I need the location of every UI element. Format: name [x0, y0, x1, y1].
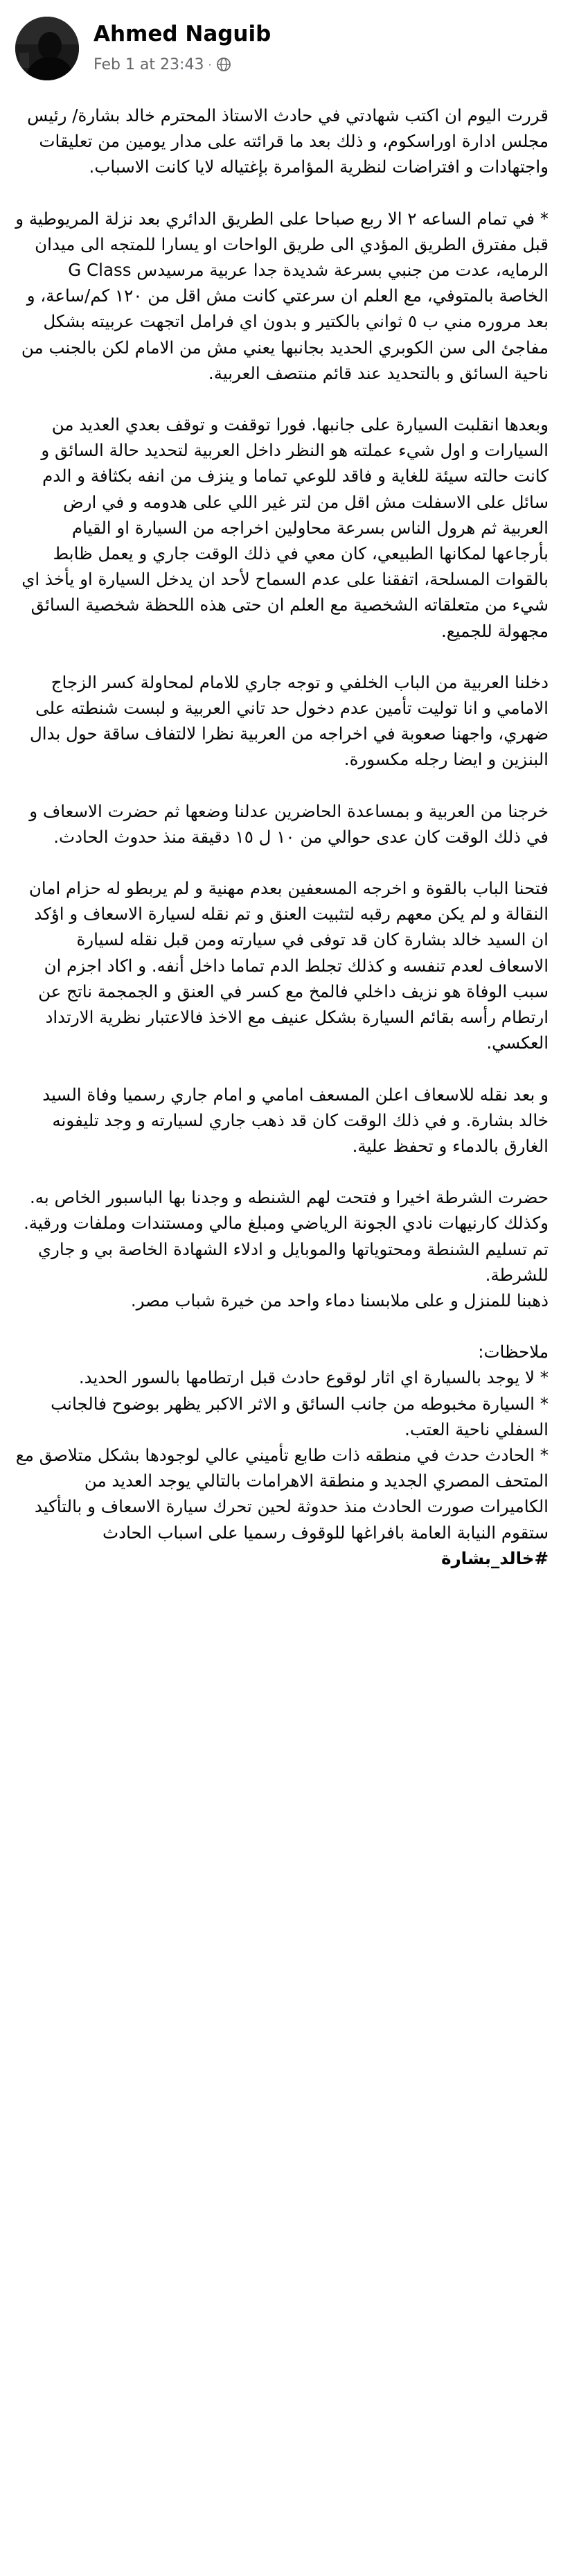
- post-notes: ملاحظات: * لا يوجد بالسيارة اي اثار لوقوع حادث قبل ارتطامها بالسور الحديد. * السيارة مخبوطه من جانب السائق و الاثر الاكبر يظهر بوضوح فالجانب السفلي ناحية العتب. * الحادث حدث في منطقه ذات طابع تأميني عالي لوجودها بشكل متلاصق مع المتحف المصري الجديد و منطقة الاهرامات بالتالي يوجد العديد من الكاميرات صورت الحادث منذ حدوثة لحين تحرك سيارة الاسعاف و بالتأكيد ستقوم النيابة العامة بافراغها للوقوف رسميا على اسباب الحادث: [15, 1342, 549, 1543]
- avatar-photo: [15, 17, 79, 80]
- post-paragraph-8: حضرت الشرطة اخيرا و فتحت لهم الشنطه و وجدنا بها الباسبور الخاص به. وكذلك كارنيهات نادي الجونة الرياضي ومبلغ مالي ومستندات وملفات ورقية. تم تسليم الشنطة ومحتوياتها والموبايل و ادلاء الشهادة الخاصة بي و جاري للشرطة. ذهبنا للمنزل و على ملابسنا دماء واحد من خيرة شباب مصر.: [24, 1187, 549, 1311]
- post-paragraph-5: خرجنا من العربية و بمساعدة الحاضرين عدلنا وضعها ثم حضرت الاسعاف و في ذلك الوقت كان عدى حوالي من ١٠ ل ١٥ دقيقة منذ حدوث الحادث.: [29, 800, 549, 847]
- post-paragraph-6: فتحنا الباب بالقوة و اخرجه المسعفين بعدم مهنية و لم يربطو له حزام امان النقالة و لم يكن معهم رقبه لتثبيت العنق و تم نقله لسيارة الاسعاف و اؤكد ان السيد خالد بشارة كان قد توفى في سيارته ومن قبل نقله لسيارة الاسعاف لعدم تنفسه و كذلك تجلط الدم تماما داخل أنفه. و اكاد اجزم ان سبب الوفاة هو نزيف داخلي فالمخ مع كسر في العنق و الجمجمة ناتج عن ارتطام رأسه بقائم السيارة بشكل عنيف مع الاخذ فالاعتبار نظرية الارتداد العكسي.: [28, 878, 549, 1053]
- globe-icon[interactable]: [216, 57, 231, 72]
- post-meta: [93, 54, 231, 75]
- post-body: [15, 103, 549, 1571]
- post-paragraph-1: قررت اليوم ان اكتب شهادتي في حادث الاستاذ المحترم خالد بشارة/ رئيس مجلس ادارة اوراسكوم، و ذلك بعد ما قرائته على مدار يومين من تعليقات واجتهادات و افتراضات لنظرية المؤامرة بإغتياله لايا كانت الاسباب.: [27, 105, 549, 177]
- post-paragraph-7: و بعد نقله للاسعاف اعلن المسعف امامي و امام جاري رسميا وفاة السيد خالد بشارة. و في ذلك الوقت كان قد ذهب جاري لسيارته و وجد تليفونه الغارق بالدماء و تحفظ علية.: [42, 1084, 549, 1156]
- hashtag-link[interactable]: #خالد_بشارة: [441, 1548, 549, 1568]
- author-avatar[interactable]: [15, 17, 79, 80]
- post-paragraph-4: دخلنا العربية من الباب الخلفي و توجه جاري للامام لمحاولة كسر الزجاج الامامي و انا توليت تأمين عدم دخول حد تاني العربية و لبست شنطته على ضهري، واجهنا صعوبة في اخراجه من العربية نظرا لالتفاف ساقة حول بدال البنزين و ايضا رجله مكسورة.: [29, 672, 549, 770]
- author-name[interactable]: Ahmed Naguib: [93, 21, 271, 46]
- post-timestamp[interactable]: Feb 1 at 23:43: [93, 55, 204, 73]
- post-header: [15, 17, 546, 83]
- meta-separator: ·: [208, 58, 212, 71]
- post-paragraph-3: وبعدها انقلبت السيارة على جانبها. فورا توقفت و توقف بعدي العديد من السيارات و اول شيء عملته هو النظر داخل العربية لتحديد حالة السائق و كانت حالته سيئة للغاية و فاقد للوعي تماما و ينزف من انفه بكثافة و الدم سائل على الاسفلت مش اقل من لتر غير اللي على هدومه و في ارض العربية ثم هرول الناس بسرعة محاولين اخراجه من السيارة او القيام بأرجاعها لمكانها الطبيعي، كان معي في ذلك الوقت جاري و يعمل ظابط بالقوات المسلحة، اتفقنا على عدم السماح لأحد ان يدخل السيارة او يأخذ اي شيء من متعلقاته الشخصية مع العلم ان حتى هذه اللحظة شخصية السائق مجهولة للجميع.: [21, 414, 549, 641]
- post-paragraph-2: * في تمام الساعه ٢ الا ربع صباحا على الطريق الدائري بعد نزلة المريوطية و قبل مفترق الطريق المؤدي الى طريق الواحات او يسارا للمتجه الى ميدان الرمايه، عدت من جنبي بسرعة شديدة جدا عربية مرسيدس G Class الخاصة بالمتوفي، مع العلم ان سرعتي كانت مش اقل من ١٢٠ كم/ساعة، و بعد مروره مني ب ٥ ثواني بالكتير و بدون اي فرامل اتجهت عربيته بشكل مفاجئ الى سن الكوبري الحديد بجانبها يعني مش من الامام لكن بالجنب من ناحية السائق و بالتحديد عند قائم منتصف العربية.: [15, 208, 549, 383]
